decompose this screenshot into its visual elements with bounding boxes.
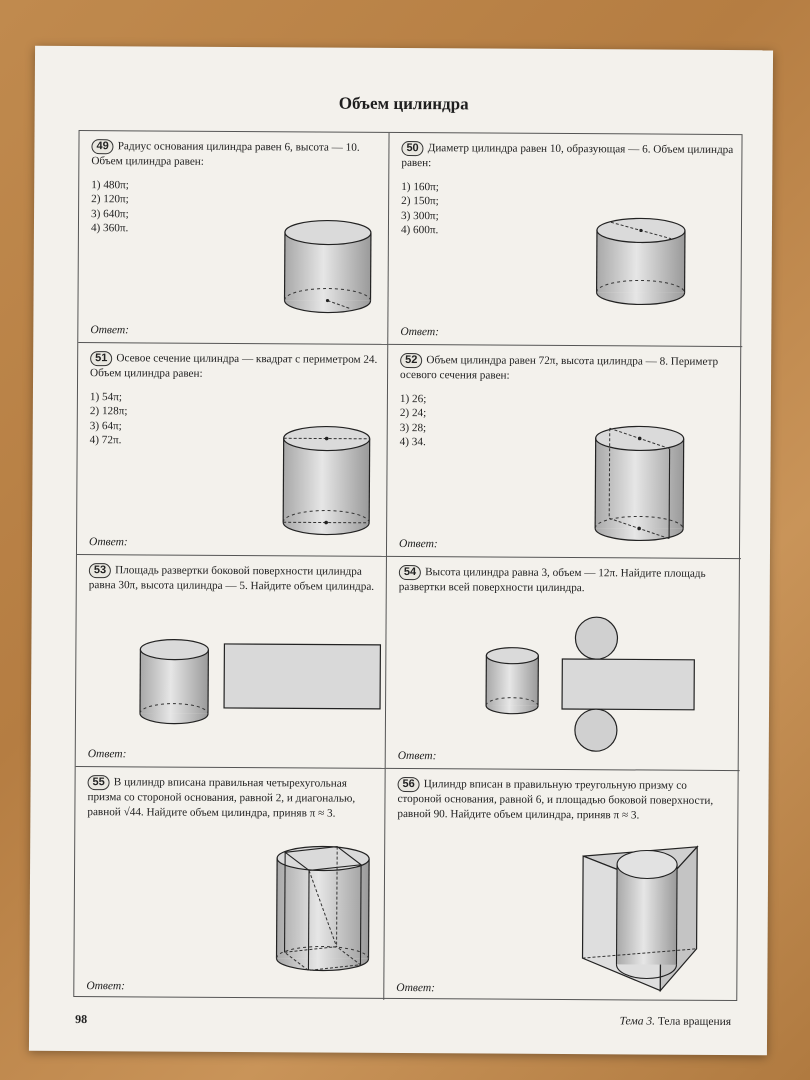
topic-footer xyxy=(620,1015,732,1028)
problem-number: 51 xyxy=(90,351,112,366)
worksheet-page xyxy=(29,46,773,1055)
cylinder-figure xyxy=(278,218,379,329)
cylinder-net-figure xyxy=(132,637,383,754)
prism-in-cylinder-figure xyxy=(270,842,381,993)
option: 3) 64π; xyxy=(89,419,122,432)
option: 2) 120π; xyxy=(91,193,129,206)
problem-text: Высота цилиндра равна 3, объем — 12π. Найдите площадь развертки всей поверхности цилиндра. xyxy=(398,566,706,595)
option: 3) 640π; xyxy=(91,207,129,220)
answer-label: Ответ: xyxy=(396,981,436,995)
cylinder-in-triangular-prism-figure xyxy=(576,840,707,1001)
problem-number: 53 xyxy=(89,563,111,578)
problem-53-cell xyxy=(76,555,387,769)
option: 2) 24; xyxy=(399,406,427,420)
problem-text: Площадь развертки боковой поверхности цилиндра равна 30π, высота цилиндра — 5. Найдите объем цилиндра. xyxy=(88,564,375,593)
cylinder-figure xyxy=(590,216,691,327)
cylinder-axial-section-figure xyxy=(589,424,690,550)
problem-number: 49 xyxy=(91,139,113,154)
answer-label: Ответ: xyxy=(90,324,130,337)
problem-number: 54 xyxy=(399,565,421,580)
option: 1) 54π; xyxy=(89,390,123,403)
option: 2) 150π; xyxy=(401,194,439,208)
problem-number: 50 xyxy=(401,141,423,156)
option: 4) 600π. xyxy=(400,223,439,237)
option: 4) 360π. xyxy=(90,222,129,235)
page-title: Объем цилиндра xyxy=(338,93,469,114)
problem-text: Цилиндр вписан в правильную треугольную призму со стороной основания, равной 6, и площадью боковой поверхности, равной 90. Найдите объем цилиндра, приняв π ≈ 3. xyxy=(397,778,714,821)
problem-54-cell xyxy=(386,557,741,771)
problem-text: В цилиндр вписана правильная четырехугольная призма со стороной основания, равной 2, и диагональю, равной √44. Найдите объем цилиндра, приняв π ≈ 3. xyxy=(87,776,356,820)
cylinder-figure xyxy=(277,424,378,545)
option: 1) 160π; xyxy=(401,180,439,193)
answer-label: Ответ: xyxy=(397,749,437,763)
problem-text: Объем цилиндра равен 72π, высота цилиндра — 8. Периметр осевого сечения равен: xyxy=(400,354,719,382)
problem-number: 56 xyxy=(398,777,420,792)
option: 1) 480π; xyxy=(91,178,129,191)
problem-number: 55 xyxy=(88,775,110,790)
problem-56-cell xyxy=(384,769,739,1002)
problem-text: Осевое сечение цилиндра — квадрат с периметром 24. Объем цилиндра равен: xyxy=(90,352,378,380)
option: 1) 26; xyxy=(399,392,427,405)
problem-number: 52 xyxy=(400,353,422,368)
problem-52-cell xyxy=(387,345,742,559)
option: 4) 72π. xyxy=(89,434,122,447)
topic-label: Тема 3. xyxy=(619,1015,656,1028)
problems-grid xyxy=(73,130,742,1001)
option: 2) 128π; xyxy=(89,405,128,418)
option: 3) 300π; xyxy=(401,209,439,222)
page-number: 98 xyxy=(75,1012,88,1027)
option: 3) 28; xyxy=(399,421,427,434)
answer-label: Ответ: xyxy=(400,325,440,339)
answer-label: Ответ: xyxy=(87,748,127,761)
problem-49-cell xyxy=(78,131,389,345)
problem-55-cell xyxy=(74,767,385,1000)
answer-label: Ответ: xyxy=(399,537,438,551)
cylinder-full-net-figure xyxy=(480,611,731,763)
option: 4) 34. xyxy=(399,435,426,449)
problem-50-cell xyxy=(388,133,743,347)
topic-name: Тела вращения xyxy=(657,1015,732,1029)
answer-label: Ответ: xyxy=(86,980,126,993)
problem-text: Диаметр цилиндра равен 10, образующая — 6. Объем цилиндра равен: xyxy=(401,142,734,170)
problem-51-cell xyxy=(77,343,388,557)
problem-text: Радиус основания цилиндра равен 6, высота — 10. Объем цилиндра равен: xyxy=(91,140,360,168)
answer-label: Ответ: xyxy=(89,536,128,549)
